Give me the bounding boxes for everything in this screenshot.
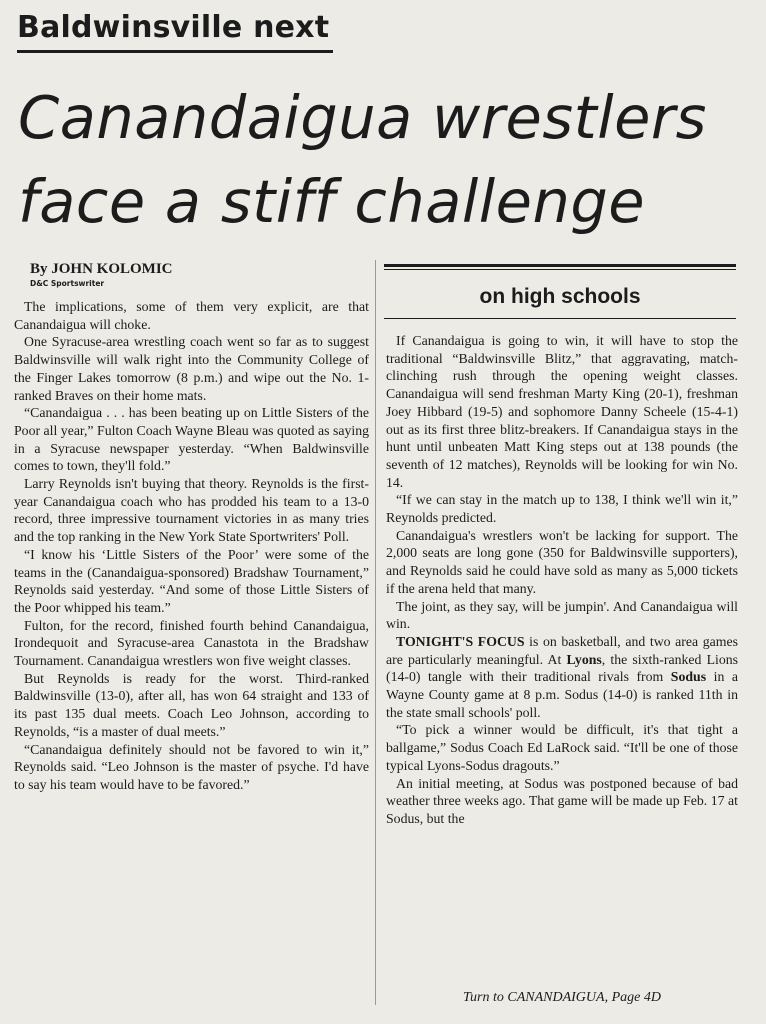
left-column bbox=[14, 298, 369, 794]
paragraph: “Canandaigua . . . has been beating up on Little Sisters of the Poor all year,” Fulton Coach Wayne Bleau was quoted as saying in a Syracuse newspaper yesterday. “When Baldwinsville comes to town, they'll fold.” bbox=[14, 405, 369, 474]
paragraph: Larry Reynolds isn't buying that theory. Reynolds is the first-year Canandaigua coach who has prodded his team to a 13-0 record, three impressive tournament victories in as many tries and the top ranking in the New York State Sportwriters' Poll. bbox=[14, 476, 369, 545]
column-rule-top-thin bbox=[384, 269, 736, 270]
focus-paragraph bbox=[386, 633, 738, 722]
column-name: on high schools bbox=[479, 285, 641, 308]
paragraph: “Canandaigua definitely should not be favored to win it,” Reynolds said. “Leo Johnson is the master of psyche. I'd have to say his team would have to be favored.” bbox=[14, 741, 369, 792]
paragraph: If Canandaigua is going to win, it will have to stop the traditional “Baldwinsville Blitz,” that aggravating, match-clinching rush through the opening weight classes. Canandaigua will send freshman Marty King (20-1), freshman Joey Hibbard (19-5) and sophomore Danny Scheele (15-4-1) out as its first three blitz-breakers. If Canandaigua stays in the hunt until unbeaten Matt King steps out at 138 pounds (the seventh of 12 matches), Reynolds will be looking for win No. 14. bbox=[386, 333, 738, 490]
kicker-headline: Baldwinsville next bbox=[17, 6, 333, 53]
focus-place-sodus: Sodus bbox=[670, 669, 707, 685]
headline-line-1: Canandaigua wrestlers bbox=[18, 83, 707, 152]
focus-lead: TONIGHT'S FOCUS bbox=[396, 633, 525, 649]
paragraph: An initial meeting, at Sodus was postponed because of bad weather three weeks ago. That game will be made up Feb. 17 at Sodus, but the bbox=[386, 775, 738, 826]
column-divider bbox=[375, 260, 376, 1005]
right-column bbox=[386, 332, 738, 828]
paragraph: One Syracuse-area wrestling coach went so far as to suggest Baldwinsville will walk right into the Community College of the Finger Lakes tomorrow (8 p.m.) and wipe out the No. 1-ranked Braves on their home mats. bbox=[14, 334, 369, 403]
focus-text: is on basketball, and two area games are particularly meaningful. At bbox=[386, 633, 738, 667]
paragraph: The joint, as they say, will be jumpin'. And Canandaigua will win. bbox=[386, 598, 738, 632]
paragraph: Canandaigua's wrestlers won't be lacking for support. The 2,000 seats are long gone (350 for Baldwinsville supporters), and Reynolds said he could have sold as many as 5,000 tickets if the arena held that many. bbox=[386, 527, 738, 596]
paragraph: The implications, some of them very explicit, are that Canandaigua will choke. bbox=[14, 299, 369, 332]
byline: By JOHN KOLOMIC bbox=[30, 261, 173, 277]
paragraph: Fulton, for the record, finished fourth behind Canandaigua, Irondequoit and Syracuse-area Canastota in the Bradshaw Tournament. Canandaigua wrestlers won five weight classes. bbox=[14, 617, 369, 669]
column-rule-bottom bbox=[384, 318, 736, 319]
jump-line: Turn to CANANDAIGUA, Page 4D bbox=[463, 990, 661, 1005]
paragraph: “If we can stay in the match up to 138, I think we'll win it,” Reynolds predicted. bbox=[386, 492, 738, 526]
byline-credit: D&C Sportswriter bbox=[30, 279, 105, 288]
paragraph: But Reynolds is ready for the worst. Third-ranked Baldwinsville (13-0), after all, has won 64 straight and 133 of its past 135 dual meets. Coach Leo Johnson, according to Reynolds, “is a master of dual meets.” bbox=[14, 670, 369, 739]
column-rule-top bbox=[384, 264, 736, 267]
headline bbox=[18, 76, 758, 244]
focus-text: , the sixth-ranked Lions (14-0) tangle with their traditional rivals from bbox=[386, 651, 739, 685]
focus-text: in a Wayne County game at 8 p.m. Sodus (14-0) is ranked 11th in the state small schools' poll. bbox=[386, 669, 738, 720]
focus-place-lyons: Lyons bbox=[566, 651, 602, 667]
headline-line-2: face a stiff challenge bbox=[18, 167, 646, 236]
paragraph: “To pick a winner would be difficult, it's that tight a ballgame,” Sodus Coach Ed LaRock said. “It'll be one of those typical Lyons-Sodus dragouts.” bbox=[386, 722, 738, 773]
paragraph: “I know his ‘Little Sisters of the Poor’ were some of the teams in the (Canandaigua-sponsored) Bradshaw Tournament,” Reynolds said yesterday. “And some of those Little Sisters of the Poor whipped his team.” bbox=[14, 546, 369, 615]
